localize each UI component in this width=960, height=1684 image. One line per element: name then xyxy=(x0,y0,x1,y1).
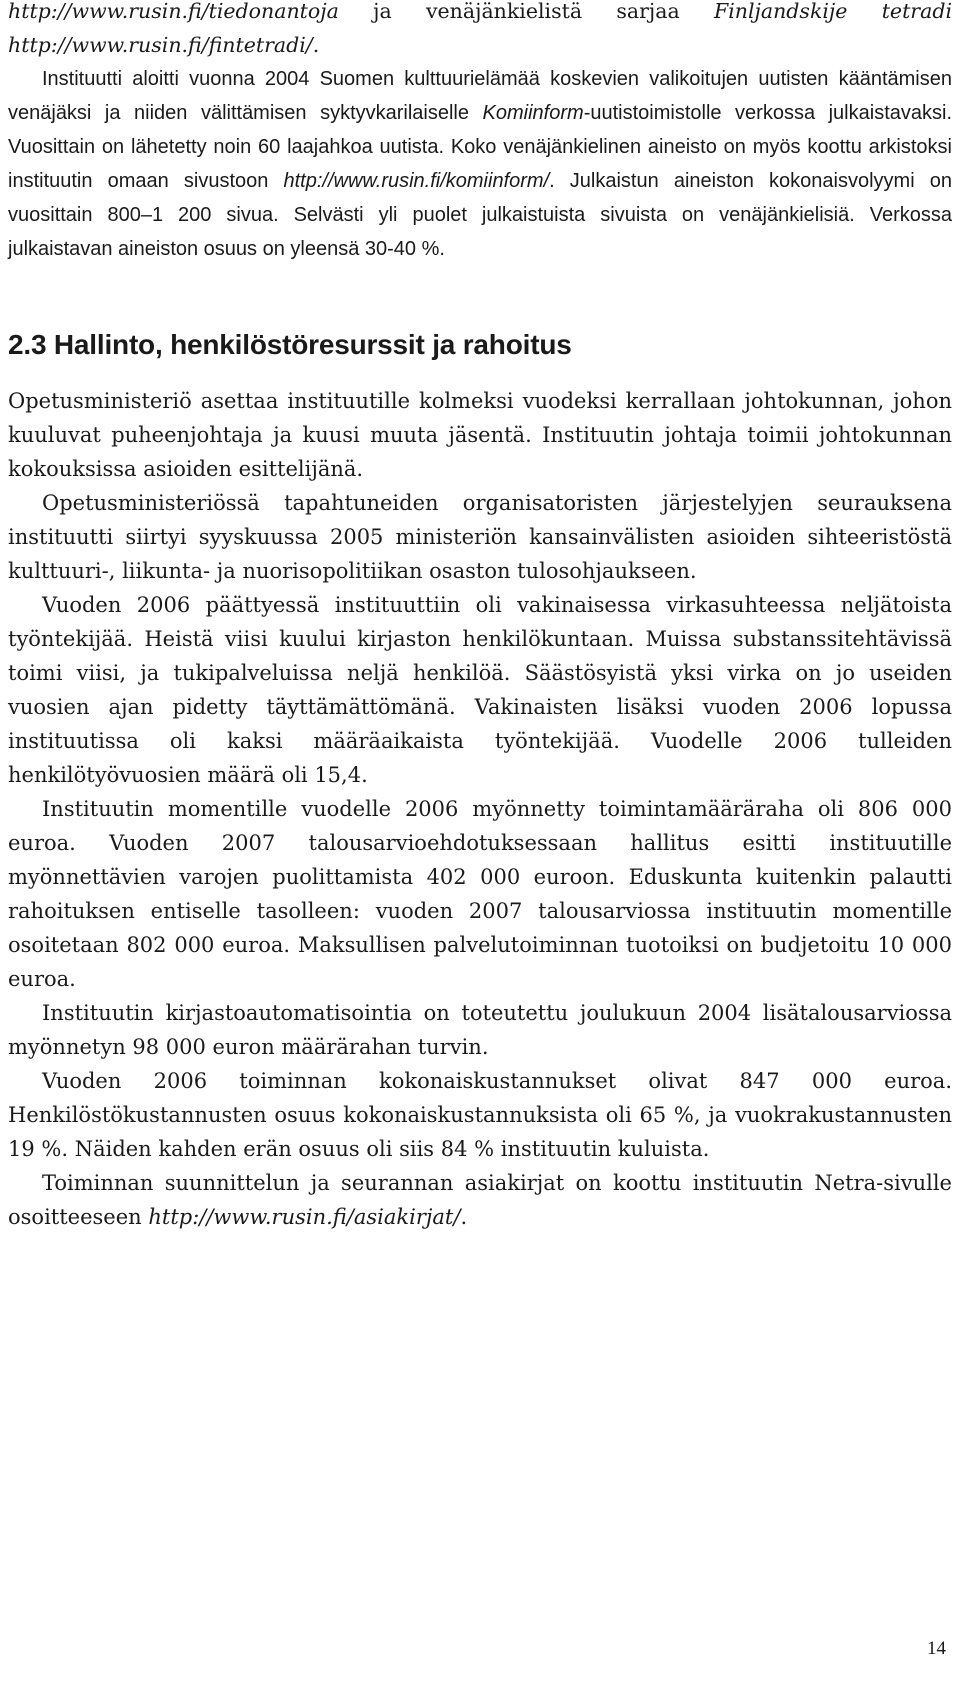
paragraph-3: Vuoden 2006 päättyessä instituuttiin oli vakinaisessa virkasuhteessa neljätoista työntekijää. Heistä viisi kuului kirjaston henkilökuntaan. Muissa substanssitehtävissä toimi viisi, ja tukipalveluissa neljä henkilöä. Säästösyistä yksi virka on jo useiden vuosien ajan pidetty täyttämättömänä. Vakinaisten lisäksi vuoden 2006 lopussa instituutissa oli kaksi määräaikaista työntekijää. Vuodelle 2006 tulleiden henkilötyövuosien määrä oli 15,4. xyxy=(8,593,952,787)
link-tiedonantoja[interactable]: http://www.rusin.fi/tiedonantoja xyxy=(8,0,339,23)
text-fragment: . xyxy=(460,1205,468,1229)
paragraph-7 xyxy=(8,1166,952,1234)
text-fragment: ja venäjänkielistä sarjaa xyxy=(338,0,714,23)
paragraph-5: Instituutin kirjastoautomatisointia on toteutettu joulukuun 2004 lisätalousarviossa myönnetyn 98 000 euron määrärahan turvin. xyxy=(8,1001,952,1059)
paragraph-6: Vuoden 2006 toiminnan kokonaiskustannukset olivat 847 000 euroa. Henkilöstökustannusten osuus kokonaiskustannuksista oli 65 %, ja vuokrakustannusten 19 %. Näiden kahden erän osuus oli siis 84 % instituutin kuluista. xyxy=(8,1069,952,1161)
link-asiakirjat[interactable]: http://www.rusin.fi/asiakirjat/ xyxy=(148,1205,461,1229)
paragraph-2: Opetusministeriössä tapahtuneiden organisatoristen järjestelyjen seurauksena instituutti siirtyi syyskuussa 2005 ministeriön kansainvälisten asioiden sihteeristöstä kulttuuri-, liikunta- ja nuorisopolitiikan osaston tulosohjaukseen. xyxy=(8,491,952,583)
text-fragment: Instituutti aloitti vuonna 2004 Suomen kulttuurielämää koskevien valikoitujen uutisten kääntämisen venäjäksi ja niiden välittämisen syktyvkarilaiselle xyxy=(8,68,952,124)
top-text-block xyxy=(8,0,952,266)
paragraph-komiinform xyxy=(8,62,952,266)
org-name-komiinform: Komiinform xyxy=(482,102,584,124)
page-number: 14 xyxy=(927,1638,946,1659)
paragraph-1: Opetusministeriö asettaa instituutille kolmeksi vuodeksi kerrallaan johtokunnan, johon kuuluvat puheenjohtaja ja kuusi muuta jäsentä. Instituutin johtaja toimii johtokunnan kokouksissa asioiden esittelijänä. xyxy=(8,389,952,481)
series-title: Finljandskije tetradi xyxy=(713,0,953,23)
section-body xyxy=(8,384,952,1234)
text-fragment: -uutistoimistolle verkossa julkaistavaksi. Vuosittain on lähetetty noin 60 laajahkoa uutista. Koko venäjänkielinen aineisto on myös koottu arkistoksi instituutin omaan sivustoon xyxy=(8,102,952,192)
text-fragment: Toiminnan suunnittelun ja seurannan asiakirjat on koottu instituutin Netra-sivulle osoitteeseen xyxy=(8,1171,952,1229)
link-fintetradi[interactable]: http://www.rusin.fi/fintetradi/. xyxy=(8,33,320,57)
continuation-paragraph xyxy=(8,0,952,62)
text-fragment: . Julkaistun aineiston kokonaisvolyymi on vuosittain 800–1 200 sivua. Selvästi yli puolet julkaistuista sivuista on venäjänkielisiä. Verkossa julkaistavan aineiston osuus on yleensä 30-40 %. xyxy=(8,170,952,260)
paragraph-4: Instituutin momentille vuodelle 2006 myönnetty toimintamääräraha oli 806 000 euroa. Vuoden 2007 talousarvioehdotuksessaan hallitus esitti instituutille myönnettävien varojen puolittamista 402 000 euroon. Eduskunta kuitenkin palautti rahoituksen entiselle tasolleen: vuoden 2007 talousarviossa instituutin momentille osoitetaan 802 000 euroa. Maksullisen palvelutoiminnan tuotoiksi on budjetoitu 10 000 euroa. xyxy=(8,797,952,991)
section-heading: 2.3 Hallinto, henkilöstöresurssit ja rahoitus xyxy=(8,329,572,360)
link-komiinform[interactable]: http://www.rusin.fi/komiinform/ xyxy=(283,170,550,192)
